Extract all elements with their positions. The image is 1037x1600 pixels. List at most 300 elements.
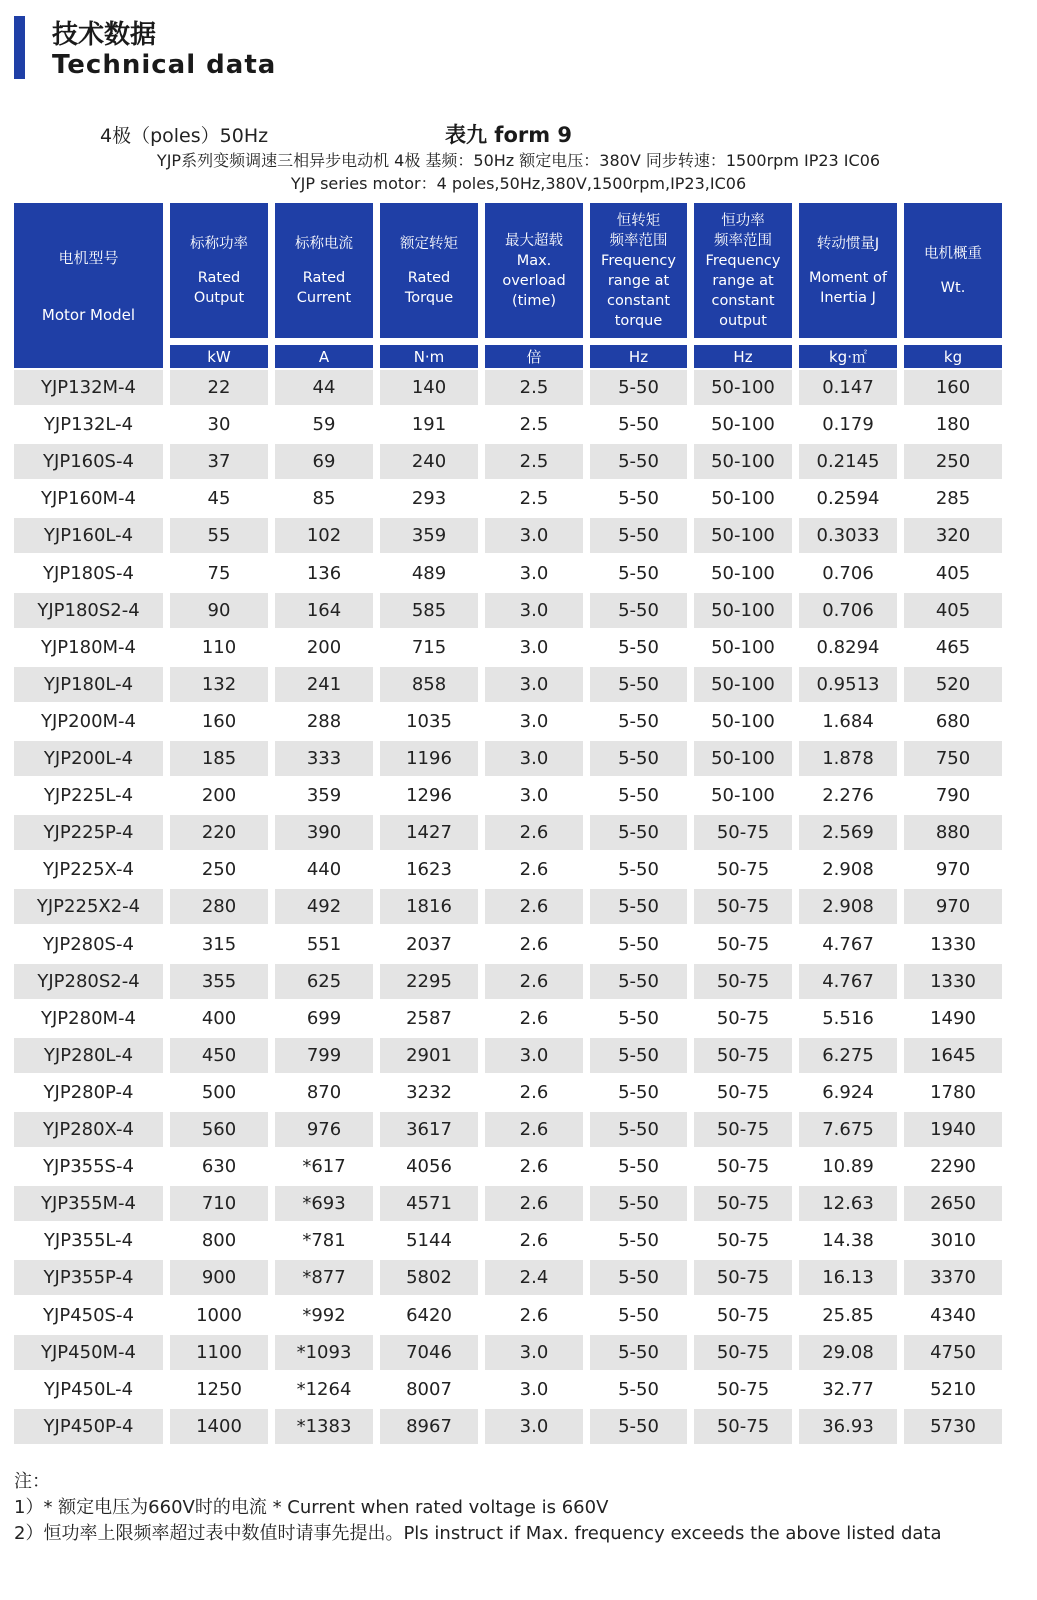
header-col-5 — [590, 203, 687, 338]
table-cell: 520 — [904, 667, 1002, 702]
cell-motor-model: YJP280S2-4 — [14, 964, 163, 999]
table-cell: 5-50 — [590, 667, 687, 702]
table-cell: *693 — [275, 1186, 373, 1221]
table-cell: 110 — [201, 637, 237, 658]
table-cell: 2295 — [380, 964, 478, 999]
header-label-en: Frequency — [705, 252, 781, 269]
table-cell: 50-100 — [694, 741, 792, 776]
table-cell: 180 — [935, 414, 971, 435]
table-cell: 320 — [904, 518, 1002, 553]
header-label-en: (time) — [511, 292, 557, 309]
table-cell: 3.0 — [519, 785, 549, 806]
unit-col-3: N·m — [380, 345, 478, 368]
table-cell: 241 — [275, 667, 373, 702]
table-cell: 489 — [411, 563, 447, 584]
table-cell: 5-50 — [590, 1186, 687, 1221]
table-cell: 715 — [411, 637, 447, 658]
table-cell: 1.684 — [822, 711, 874, 732]
unit-col-8: kg — [904, 345, 1002, 368]
table-cell: 8007 — [406, 1379, 452, 1400]
table-cell: 85 — [312, 488, 336, 509]
notes-title: 注： — [14, 1471, 50, 1492]
table-cell: 50-75 — [694, 1260, 792, 1295]
cell-motor-model: YJP450L-4 — [43, 1379, 134, 1400]
table-cell: 359 — [380, 518, 478, 553]
table-cell: 50-100 — [711, 488, 775, 509]
table-cell: 2.6 — [485, 964, 583, 999]
table-cell: 0.9513 — [799, 667, 897, 702]
table-cell: 3617 — [380, 1112, 478, 1147]
table-cell: *1264 — [296, 1379, 352, 1400]
table-cell: 750 — [904, 741, 1002, 776]
table-cell: 12.63 — [799, 1186, 897, 1221]
table-cell: 5-50 — [618, 637, 659, 658]
table-cell: 5-50 — [590, 1260, 687, 1295]
cell-motor-model: YJP280X-4 — [14, 1112, 163, 1147]
table-cell: 1427 — [380, 815, 478, 850]
subtitle-en: YJP series motor：4 poles,50Hz,380V,1500rpm,IP23,IC06 — [290, 174, 747, 193]
table-cell: 220 — [170, 815, 268, 850]
table-cell: 560 — [170, 1112, 268, 1147]
table-cell: 50-75 — [694, 1038, 792, 1073]
cell-motor-model: YJP180M-4 — [41, 637, 136, 658]
table-cell: 200 — [201, 785, 237, 806]
table-cell: 50-75 — [716, 1082, 770, 1103]
table-cell: 50-75 — [694, 1409, 792, 1444]
table-cell: 5-50 — [590, 889, 687, 924]
table-cell: 250 — [201, 859, 237, 880]
unit-col-7: kg·㎡ — [799, 345, 897, 368]
header-col-8 — [904, 203, 1002, 338]
header-label-cn: 电机概重 — [924, 245, 982, 262]
table-cell: 30 — [207, 414, 231, 435]
header-label-en: Wt. — [940, 279, 966, 296]
table-cell: 5-50 — [618, 1230, 659, 1251]
table-cell: 160 — [904, 370, 1002, 405]
table-cell: *617 — [302, 1156, 346, 1177]
table-cell: 1330 — [904, 964, 1002, 999]
table-cell: 1330 — [930, 934, 976, 955]
table-cell: 75 — [207, 563, 231, 584]
header-label-en: constant — [606, 292, 671, 309]
cell-motor-model: YJP132M-4 — [14, 370, 163, 405]
table-cell: 5-50 — [618, 563, 659, 584]
table-cell: 5-50 — [590, 741, 687, 776]
table-cell: 2.6 — [519, 859, 549, 880]
note-item-2: 2）恒功率上限频率超过表中数值时请事先提出。Pls instruct if Max. frequency exceeds the above listed data — [14, 1523, 942, 1544]
table-cell: 3370 — [904, 1260, 1002, 1295]
table-cell: 132 — [170, 667, 268, 702]
subtitle-cn: YJP系列变频调速三相异步电动机 4极 基频：50Hz 额定电压：380V 同步转速：1500rpm IP23 IC06 — [156, 151, 881, 170]
header-label-en: Max. — [516, 252, 552, 269]
table-cell: 405 — [904, 593, 1002, 628]
cell-motor-model: YJP160M-4 — [41, 488, 136, 509]
table-cell: 3232 — [406, 1082, 452, 1103]
cell-motor-model: YJP280S-4 — [43, 934, 134, 955]
header-col-3 — [380, 203, 478, 338]
table-cell: 5-50 — [618, 1082, 659, 1103]
table-cell: 710 — [170, 1186, 268, 1221]
table-cell: 50-75 — [716, 1156, 770, 1177]
table-cell: 2.5 — [519, 488, 549, 509]
table-cell: 5-50 — [590, 964, 687, 999]
table-cell: 5210 — [930, 1379, 976, 1400]
table-cell: 3.0 — [485, 1038, 583, 1073]
table-cell: 191 — [411, 414, 447, 435]
table-cell: 50-75 — [694, 1186, 792, 1221]
table-cell: 32.77 — [822, 1379, 874, 1400]
table-cell: 50-100 — [694, 593, 792, 628]
header-label-cn: 电机型号 — [58, 249, 119, 267]
table-cell: 3.0 — [519, 1379, 549, 1400]
header-label-cn2: 频率范围 — [609, 232, 668, 249]
table-cell: 44 — [275, 370, 373, 405]
cell-motor-model: YJP450P-4 — [14, 1409, 163, 1444]
page-title-en: Technical data — [52, 50, 277, 80]
table-cell: 0.2145 — [799, 444, 897, 479]
table-cell: 50-100 — [694, 370, 792, 405]
header-label-en: Moment of — [809, 269, 887, 286]
table-cell: 799 — [275, 1038, 373, 1073]
header-label-en: Rated — [302, 269, 346, 286]
table-cell: 50-100 — [711, 414, 775, 435]
unit-col-1: kW — [170, 345, 268, 368]
header-label-cn: 恒功率 — [721, 212, 765, 229]
page-title-cn: 技术数据 — [52, 20, 157, 50]
header-motor-model — [14, 203, 163, 368]
header-label-en: constant — [711, 292, 775, 309]
table-cell: 3.0 — [485, 1409, 583, 1444]
table-cell: 136 — [306, 563, 342, 584]
table-cell: 5-50 — [618, 934, 659, 955]
table-cell: 5802 — [380, 1260, 478, 1295]
table-cell: 2.276 — [822, 785, 874, 806]
header-label-cn: 标称功率 — [190, 235, 248, 252]
table-cell: 5-50 — [618, 1156, 659, 1177]
header-label-en: Rated — [407, 269, 451, 286]
cell-motor-model: YJP355L-4 — [43, 1230, 134, 1251]
table-cell: 2.5 — [519, 414, 549, 435]
table-cell: 5-50 — [590, 370, 687, 405]
table-cell: 585 — [380, 593, 478, 628]
table-cell: 333 — [275, 741, 373, 776]
table-cell: 50-75 — [694, 1335, 792, 1370]
header-label-cn: 恒转矩 — [616, 212, 661, 229]
table-cell: 0.2594 — [816, 488, 880, 509]
table-cell: 1780 — [930, 1082, 976, 1103]
table-cell: 492 — [275, 889, 373, 924]
table-cell: 288 — [306, 711, 342, 732]
header-label-en: output — [719, 312, 767, 329]
table-cell: 2.6 — [519, 1008, 549, 1029]
table-cell: 2.908 — [822, 859, 874, 880]
table-cell: *1093 — [275, 1335, 373, 1370]
table-cell: 2587 — [406, 1008, 452, 1029]
table-cell: 69 — [275, 444, 373, 479]
cell-motor-model: YJP180S2-4 — [14, 593, 163, 628]
table-cell: 50-100 — [694, 667, 792, 702]
table-cell: 400 — [201, 1008, 237, 1029]
table-cell: 6.275 — [799, 1038, 897, 1073]
table-cell: 5-50 — [618, 711, 659, 732]
cell-motor-model: YJP280P-4 — [43, 1082, 134, 1103]
table-cell: 465 — [935, 637, 971, 658]
table-cell: 2.6 — [519, 934, 549, 955]
table-cell: 976 — [275, 1112, 373, 1147]
header-label-en: Torque — [404, 289, 454, 306]
header-label-en: Motor Model — [41, 306, 136, 324]
table-cell: 5-50 — [618, 1008, 659, 1029]
table-cell: 5-50 — [590, 815, 687, 850]
table-cell: 5.516 — [822, 1008, 874, 1029]
table-cell: 5-50 — [590, 1038, 687, 1073]
table-cell: *1383 — [275, 1409, 373, 1444]
table-cell: 50-100 — [694, 444, 792, 479]
table-cell: 2.6 — [519, 1230, 549, 1251]
cell-motor-model: YJP225X2-4 — [14, 889, 163, 924]
table-cell: *992 — [302, 1305, 346, 1326]
header-col-1 — [170, 203, 268, 338]
table-cell: 50-100 — [694, 518, 792, 553]
table-cell: 16.13 — [799, 1260, 897, 1295]
table-cell: 800 — [201, 1230, 237, 1251]
table-cell: 790 — [935, 785, 971, 806]
table-cell: 5144 — [406, 1230, 452, 1251]
table-cell: 4.767 — [799, 964, 897, 999]
header-label-en: torque — [614, 312, 663, 329]
table-cell: 440 — [306, 859, 342, 880]
table-cell: 4750 — [904, 1335, 1002, 1370]
table-cell: 4571 — [380, 1186, 478, 1221]
table-cell: 50-100 — [711, 563, 775, 584]
table-cell: 355 — [170, 964, 268, 999]
table-cell: 45 — [207, 488, 231, 509]
table-cell: 50-75 — [694, 964, 792, 999]
table-cell: 3.0 — [485, 518, 583, 553]
table-cell: 1000 — [196, 1305, 242, 1326]
table-cell: 630 — [201, 1156, 237, 1177]
table-cell: 2.5 — [485, 444, 583, 479]
table-cell: 970 — [904, 889, 1002, 924]
table-cell: 450 — [170, 1038, 268, 1073]
table-cell: 699 — [306, 1008, 342, 1029]
table-cell: 5-50 — [590, 444, 687, 479]
table-cell: 50-75 — [716, 1230, 770, 1251]
poles-caption: 4极（poles）50Hz — [100, 125, 269, 147]
header-col-7 — [799, 203, 897, 338]
cell-motor-model: YJP132L-4 — [43, 414, 134, 435]
table-cell: 10.89 — [822, 1156, 874, 1177]
table-cell: 3.0 — [519, 711, 549, 732]
table-cell: 3.0 — [519, 637, 549, 658]
cell-motor-model: YJP180S-4 — [43, 563, 134, 584]
table-cell: 5-50 — [590, 518, 687, 553]
table-cell: 0.179 — [822, 414, 874, 435]
table-cell: 2.908 — [799, 889, 897, 924]
cell-motor-model: YJP280M-4 — [41, 1008, 136, 1029]
header-label-en: Rated — [197, 269, 241, 286]
table-cell: 551 — [306, 934, 342, 955]
table-cell: 1816 — [380, 889, 478, 924]
table-cell: 2.6 — [519, 1305, 549, 1326]
cell-motor-model: YJP200L-4 — [14, 741, 163, 776]
table-cell: 2901 — [380, 1038, 478, 1073]
header-col-4 — [485, 203, 583, 338]
header-label-en: range at — [712, 272, 774, 289]
table-cell: 7046 — [380, 1335, 478, 1370]
header-label-cn: 最大超载 — [505, 232, 563, 249]
table-cell: 50-100 — [711, 711, 775, 732]
table-cell: 1645 — [904, 1038, 1002, 1073]
table-cell: 5-50 — [618, 785, 659, 806]
table-cell: 2.4 — [485, 1260, 583, 1295]
table-cell: 1035 — [406, 711, 452, 732]
table-cell: 3.0 — [485, 741, 583, 776]
table-cell: 8967 — [380, 1409, 478, 1444]
table-cell: 870 — [306, 1082, 342, 1103]
table-cell: 390 — [275, 815, 373, 850]
table-cell: 14.38 — [822, 1230, 874, 1251]
table-cell: 2290 — [930, 1156, 976, 1177]
table-cell: 50-75 — [716, 859, 770, 880]
table-cell: 50-75 — [694, 889, 792, 924]
table-cell: 500 — [201, 1082, 237, 1103]
table-cell: 5-50 — [618, 488, 659, 509]
table-cell: 50-75 — [716, 1305, 770, 1326]
header-label-en: range at — [607, 272, 670, 289]
table-cell: 858 — [380, 667, 478, 702]
table-cell: 280 — [170, 889, 268, 924]
table-cell: 200 — [306, 637, 342, 658]
table-cell: 5-50 — [590, 1409, 687, 1444]
table-cell: 6420 — [406, 1305, 452, 1326]
table-cell: 50-75 — [694, 815, 792, 850]
table-cell: 0.3033 — [799, 518, 897, 553]
cell-motor-model: YJP355M-4 — [14, 1186, 163, 1221]
cell-motor-model: YJP355S-4 — [43, 1156, 134, 1177]
table-cell: 1100 — [170, 1335, 268, 1370]
table-cell: 1940 — [904, 1112, 1002, 1147]
table-cell: 55 — [170, 518, 268, 553]
table-cell: 5-50 — [618, 414, 659, 435]
table-cell: 4056 — [406, 1156, 452, 1177]
table-cell: 5-50 — [618, 1305, 659, 1326]
table-cell: 315 — [201, 934, 237, 955]
header-label-cn: 额定转矩 — [400, 235, 458, 252]
table-cell: 36.93 — [799, 1409, 897, 1444]
cell-motor-model: YJP160L-4 — [14, 518, 163, 553]
header-label-en: Current — [296, 289, 352, 306]
table-cell: *877 — [275, 1260, 373, 1295]
form-caption: 表九 form 9 — [445, 123, 573, 147]
table-cell: 3.0 — [519, 563, 549, 584]
table-cell: 405 — [935, 563, 971, 584]
cell-motor-model: YJP200M-4 — [41, 711, 136, 732]
table-cell: 240 — [380, 444, 478, 479]
table-cell: 4.767 — [822, 934, 874, 955]
table-cell: 5-50 — [618, 1379, 659, 1400]
table-cell: 2.6 — [485, 1186, 583, 1221]
table-cell: 4340 — [930, 1305, 976, 1326]
table-cell: 0.8294 — [816, 637, 880, 658]
table-cell: 2.6 — [485, 889, 583, 924]
table-cell: 880 — [904, 815, 1002, 850]
table-cell: 3.0 — [485, 667, 583, 702]
table-cell: 50-75 — [716, 934, 770, 955]
table-cell: 900 — [170, 1260, 268, 1295]
cell-motor-model: YJP160S-4 — [14, 444, 163, 479]
table-cell: 2.6 — [485, 1112, 583, 1147]
header-label-cn2: 频率范围 — [714, 232, 772, 249]
table-cell: 285 — [935, 488, 971, 509]
table-cell: 359 — [306, 785, 342, 806]
table-cell: 37 — [170, 444, 268, 479]
table-cell: 3.0 — [485, 1335, 583, 1370]
table-cell: 1.878 — [799, 741, 897, 776]
table-cell: 1623 — [406, 859, 452, 880]
unit-col-5: Hz — [590, 345, 687, 368]
table-cell: *781 — [302, 1230, 346, 1251]
table-cell: 1490 — [930, 1008, 976, 1029]
title-accent-bar — [14, 16, 25, 79]
cell-motor-model: YJP355P-4 — [14, 1260, 163, 1295]
table-cell: 1296 — [406, 785, 452, 806]
note-item-1: 1）* 额定电压为660V时的电流 * Current when rated voltage is 660V — [14, 1497, 609, 1518]
table-cell: 50-100 — [711, 637, 775, 658]
table-cell: 0.147 — [799, 370, 897, 405]
table-cell: 50-75 — [716, 1008, 770, 1029]
table-cell: 293 — [411, 488, 447, 509]
header-label-en: Output — [193, 289, 245, 306]
table-cell: 2650 — [904, 1186, 1002, 1221]
table-cell: 160 — [201, 711, 237, 732]
table-cell: 5730 — [904, 1409, 1002, 1444]
header-label-en: Frequency — [601, 252, 676, 269]
table-cell: 2.6 — [519, 1156, 549, 1177]
table-cell: 90 — [170, 593, 268, 628]
table-cell: 1196 — [380, 741, 478, 776]
header-label-cn: 转动惯量J — [816, 235, 880, 252]
header-label-cn: 标称电流 — [295, 235, 353, 252]
table-cell: 102 — [275, 518, 373, 553]
table-cell: 2.5 — [485, 370, 583, 405]
table-cell: 2.6 — [519, 1082, 549, 1103]
unit-col-2: A — [275, 345, 373, 368]
cell-motor-model: YJP225X-4 — [43, 859, 134, 880]
table-cell: 1250 — [196, 1379, 242, 1400]
table-cell: 185 — [170, 741, 268, 776]
table-cell: 50-75 — [716, 1379, 770, 1400]
table-cell: 5-50 — [618, 859, 659, 880]
table-cell: 50-75 — [694, 1112, 792, 1147]
table-cell: 0.706 — [822, 563, 874, 584]
table-cell: 5-50 — [590, 1335, 687, 1370]
table-cell: 25.85 — [822, 1305, 874, 1326]
table-cell: 1400 — [170, 1409, 268, 1444]
table-cell: 22 — [170, 370, 268, 405]
table-cell: 250 — [904, 444, 1002, 479]
table-cell: 140 — [380, 370, 478, 405]
table-cell: 625 — [275, 964, 373, 999]
table-cell: 3010 — [930, 1230, 976, 1251]
header-col-2 — [275, 203, 373, 338]
table-cell: 2.6 — [485, 815, 583, 850]
table-cell: 5-50 — [590, 593, 687, 628]
table-cell: 5-50 — [590, 1112, 687, 1147]
table-cell: 3.0 — [485, 593, 583, 628]
unit-col-4: 倍 — [485, 345, 583, 368]
table-cell: 6.924 — [822, 1082, 874, 1103]
